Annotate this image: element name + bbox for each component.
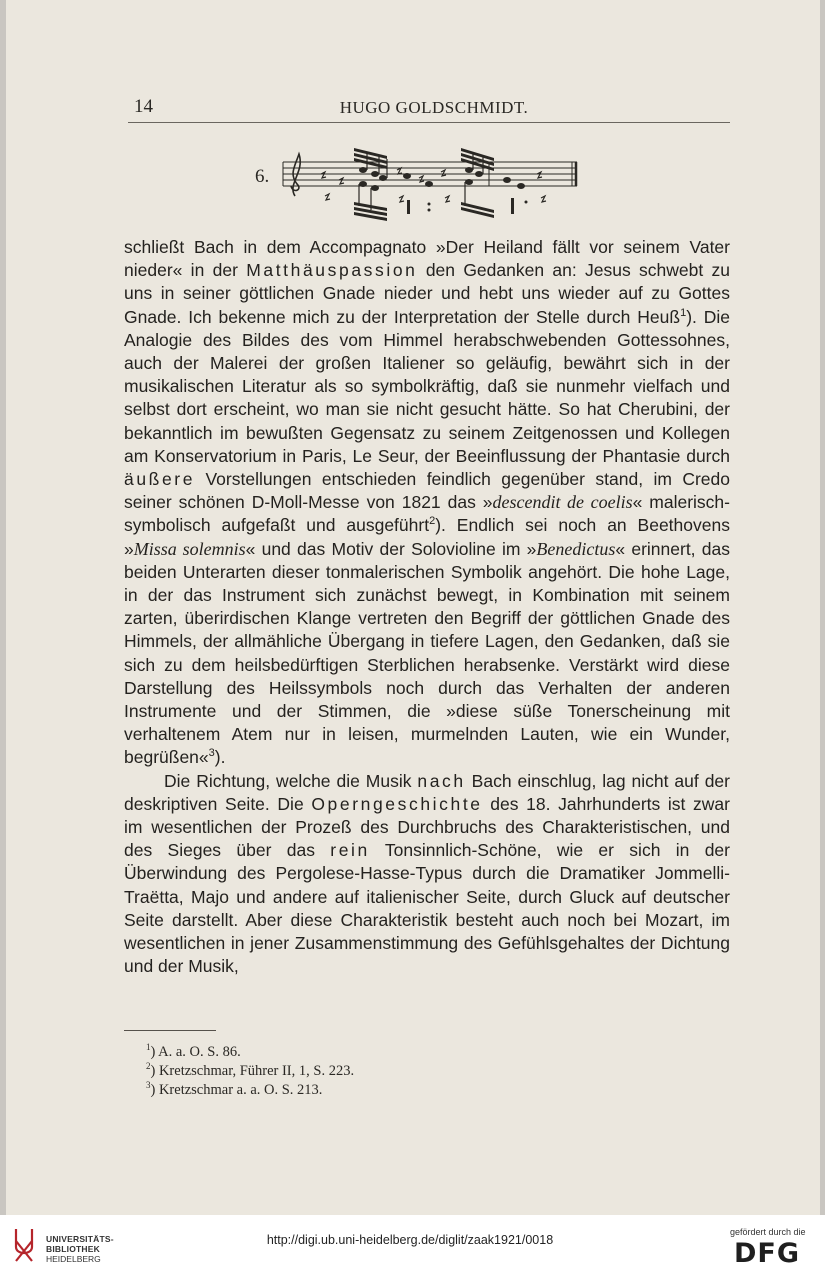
funded-by-label: gefördert durch die xyxy=(730,1227,806,1237)
header-rule xyxy=(128,122,730,123)
university-library-logo-icon[interactable] xyxy=(10,1225,38,1265)
permalink-url[interactable]: http://digi.ub.uni-heidelberg.de/diglit/zaak1921/0018 xyxy=(266,1233,554,1247)
footnote: $^2$) Kretzschmar, Führer II, 1, S. 223. xyxy=(146,1061,355,1079)
music-example xyxy=(255,140,585,228)
page-number: 14 xyxy=(134,96,153,117)
footnote-ref[interactable]: 1 xyxy=(680,306,687,319)
footnote: $^3$) Kretzschmar a. a. O. S. 213. xyxy=(146,1080,323,1098)
body-text xyxy=(124,236,730,979)
example-number: 6. xyxy=(255,166,270,187)
footnote: $^1$) A. a. O. S. 86. xyxy=(146,1042,241,1060)
music-notation-icon xyxy=(279,140,584,228)
footnote-ref[interactable]: 2 xyxy=(429,515,436,528)
footnote-rule xyxy=(124,1030,216,1031)
page-header xyxy=(134,96,734,120)
footnotes xyxy=(146,1043,706,1100)
viewer-footer xyxy=(0,1215,825,1278)
footnote-ref[interactable]: 3 xyxy=(208,747,215,760)
running-head: HUGO GOLDSCHMIDT. xyxy=(339,98,529,117)
paragraph: Die Richtung, welche die Musik nach Bach einschlug, lag nicht auf der deskriptiven Seite. Die Operngeschichte des 18. Jahrhunderts ist zwar im wesentlichen der Prozeß des Durchbruchs des Charakteristischen, und des Sieges über das rein Tonsinnlich-Schöne, wie er sich in der Überwindung des Pergolese-Hasse-Typus durch die Dramatiker Jommelli-Traëtta, Majo und andere auf italienischer Seite, durch Gluck auf deutscher Seite darstellt. Aber diese Charakteristik besteht auch noch bei Mozart, im wesentlichen in jener Zusammenstimmung des Gefühlsgehaltes der Dichtung und der Musik, xyxy=(124,770,730,977)
paragraph: schließt Bach in dem Accompagnato »Der Heiland fällt vor seinem Vater nieder« in der Matthäuspassion den Gedanken an: Jesus schwebt zu uns in seiner göttlichen Gnade nieder und hebt uns wieder auf zu Gottes Gnade. Ich bekenne mich zu der Interpretation der Stelle durch Heuß$^1$). Die Analogie des Bildes des vom Himmel herabschwebenden Gottessohnes, auch der Malerei der großen Italiener so geläufig, bewährt sich in der musikalischen Literatur als so symbolkräftig, daß sie nunmehr vielfach und selbst dort erscheint, wo man sie nicht gesucht hätte. So hat Cherubini, der bekanntlich im bewußten Gegensatz zu seinem Zeitgenossen und Kollegen am Konservatorium in Paris, Le Seur, der Beeinflussung der Phantasie durch äußere Vorstellungen entschieden feindlich gegenüber stand, im Credo seiner schönen D-Moll-Messe von 1821 das »descendit de coelis« malerisch-symbolisch aufgefaßt und ausgeführt$^2$). Endlich sei noch an Beethovens »Missa solemnis« und das Motiv der Solovioline im »Benedictus« erinnert, das beiden Unterarten dieser tonmalerischen Symbolik angehört. Die hohe Lage, in der das Instrument sich zunächst bewegt, in Kombination mit seinem zarten, überirdischen Klange vertreten den Begriff der göttlichen Gnade des Himmels, der allmähliche Übergang in tiefere Lagen, den Gedanken, daß sie sich zu dem heilsbedürftigen Sterblichen herabsenke. Verstärkt wird diese Darstellung des Heilssymbols noch durch das Verhalten der anderen Instrumente und der Stimmen, die »diese süße Tonerscheinung mit verhaltenem Atem nur in leisen, murmelnden Lauten, wie ein Wunder, begrüßen«$^3$). xyxy=(124,237,731,768)
dfg-logo[interactable]: DFG xyxy=(734,1238,801,1269)
library-name: UNIVERSITÄTS- BIBLIOTHEK HEIDELBERG xyxy=(46,1234,114,1264)
